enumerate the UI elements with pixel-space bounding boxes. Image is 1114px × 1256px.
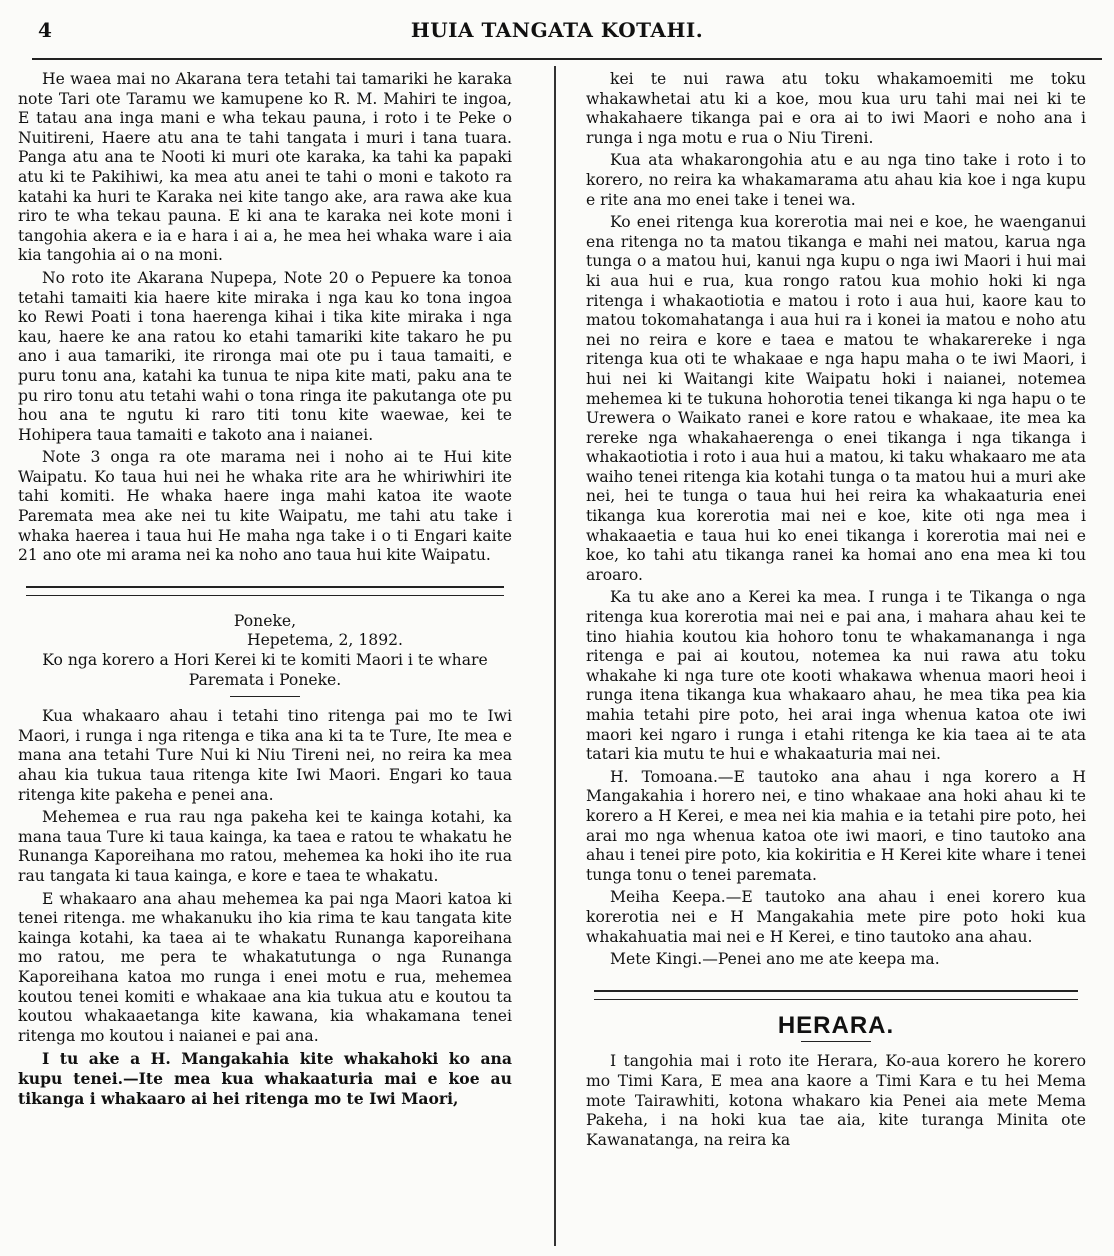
header-rule (32, 58, 1102, 60)
page-number: 4 (38, 18, 52, 42)
article-paragraph: E whakaaro ana ahau mehemea ka pai nga Maori katoa ki tenei ritenga. me whakanuku iho kia rima te kau tangata kite kainga kotahi, ka taea ai te whakatu Runanga kaporeihana mo ratou, me pera te whakatutunga o nga Runanga Kaporeihana katoa mo runga i enei motu e rua, mehemea koutou tenei komiti e whakaae ana kia tukua atu e koutou ta koutou whakaaetanga kite kawana, kia whakamana tenei ritenga mo koutou i naianei e pai ana. (18, 889, 512, 1045)
newspaper-title: HUIA TANGATA KOTAHI. (410, 18, 704, 42)
article-paragraph: No roto ite Akarana Nupepa, Note 20 o Pepuere ka tonoa tetahi tamaiti kia haere kite miraka i nga kau ko tona ingoa ko Rewi Poati i tona haerenga kihai i tika kite miraka i nga kau, haere ke ana ratou ko etahi tamariki kite takaro he pu ano i aua tamariki, ite rironga mai ote pu i taua tamaiti, e puru tonu ana, katahi ka tunua te nipa kite mati, paku ana te pu riro tonu atu tetahi wahi o tona ringa ite pakutanga ote pu hou ana te ngutu ki raro titi tonu kite waewae, kei te Hohipera taua tamaiti e takoto ana i naianei. (18, 268, 512, 444)
dateline-place: Poneke, (233, 611, 297, 630)
article-paragraph: I tu ake a H. Mangakahia kite whakahoki ko ana kupu tenei.—Ite mea kua whakaaturia mai e koe au tikanga i whakaaro ai hei ritenga mo te Iwi Maori, (18, 1049, 512, 1108)
article-paragraph: Mehemea e rua rau nga pakeha kei te kainga kotahi, ka mana taua Ture ki taua kainga, ka taea e ratou te whakatu he Runanga Kaporeihana mo ratou, mehemea ka hoki iho ite rua rau tangata ki taua kainga, e kore e taea te whakatu. (18, 808, 512, 885)
right-column (586, 70, 1086, 1153)
dateline (18, 612, 512, 651)
short-rule (230, 696, 300, 697)
article-paragraph: Kua whakaaro ahau i tetahi tino ritenga pai mo te Iwi Maori, i runga i nga ritenga e tika ana ki ta te Ture, Ite mea e mana ana tetahi Ture Nui ki Niu Tireni nei, no reira ka mea ahau kia tukua taua ritenga kite Iwi Maori. Engari ko taua ritenga kite pakeha e penei ana. (18, 707, 512, 804)
article-paragraph: Kua ata whakarongohia atu e au nga tino take i roto i to korero, no reira ka whakamarama atu ahau kia koe i nga kupu e rite ana mo enei take i tenei wa. (586, 151, 1086, 209)
article-paragraph: Mete Kingi.—Penei ano me ate keepa ma. (610, 950, 940, 969)
article-paragraph: Ko enei ritenga kua korerotia mai nei e koe, he waenganui ena ritenga no ta matou tikanga e mahi nei matou, karua nga tunga o a matou hui, kanui nga kupu o nga iwi Maori i hui mai ki aua hui e rua, kua rongo ratou kua mohio hoki ki nga ritenga i whakaotiotia e matou i roto i aua hui, kaore kau to matou tokomahatanga i aua hui ra i konei ia matou e noho atu nei no reira e kore e taea e matou te whakarereke i nga ritenga kua oti te whakaae e nga hapu maha o te iwi Maori, i hui nei ki Waitangi kite Waipatu hoki i naianei, notemea mehemea ki te tukuna hohorotia tenei tikanga ki nga hapu o te Urewera o Waikato ranei e kore ratou e whakaae, ite mea ka rereke nga whakahaerenga o enei tikanga i nga tikanga i whakaotiotia i roto i aua hui a matou, ki taku whakaaro me ata waiho tenei ritenga kia kotahi tunga o ta matou hui a muri ake nei, hei te tunga o taua hui hei reira ka whakaaturia enei tikanga kua korerotia mai nei e koe, kite oti nga mea i whakaaetia e taua hui ko enei tikanga i korerotia mai nei e koe, ko tahi atu tikanga ranei ka homai ano ena mea ki tou aroaro. (586, 213, 1086, 584)
article-paragraph: He waea mai no Akarana tera tetahi tai tamariki he karaka note Tari ote Taramu we kamupene ko R. M. Mahiri te ingoa, E tatau ana inga mani e wha tekau pauna, i roto i te Peke o Nuitireni, Haere atu ana te tahi tangata i muri i tana tuara. Panga atu ana te Nooti ki muri ote karaka, ka tahi ka papaki atu ki te Pakihiwi, ka mea atu anei te tahi o moni e takoto ra katahi ka huri te Karaka nei kite tango ake, ara rawa ake kua riro te wha tekau pauna. E ki ana te karaka nei kote moni i tangohia akera e ia e hara i ai a, he mea hei whaka ware i aia kia tangohia ai o na moni. (18, 70, 512, 265)
section-title: HERARA. (777, 1011, 895, 1039)
section-divider (594, 990, 1078, 1000)
page-header (0, 0, 1114, 50)
left-column (18, 70, 512, 1111)
article-paragraph: Meiha Keepa.—E tautoko ana ahau i enei korero kua korerotia nei e H Mangakahia mete pire poto hoki kua whakahuatia mai nei e H Kerei, e tino tautoko ana ahau. (586, 888, 1086, 946)
section-divider (26, 586, 504, 596)
short-rule (801, 1041, 871, 1042)
article-paragraph: kei te nui rawa atu toku whakamoemiti me toku whakawhetai atu ki a koe, mou kua uru tahi mai nei ki te whakahaere tikanga pai e ora ai to iwi Maori e noho ana i runga i nga motu e rua o Niu Tireni. (586, 70, 1086, 147)
article-paragraph: Note 3 onga ra ote marama nei i noho ai te Hui kite Waipatu. Ko taua hui nei he whaka rite ara he whiriwhiri ite tahi komiti. He whaka haere inga mahi katoa ite waote Paremata mea ake nei tu kite Waipatu, me tahi atu take i whaka haerea i taua hui He maha nga take i o ti Engari kaite 21 ano ote mi arama nei ka noho ano taua hui kite Waipatu. (18, 448, 512, 565)
article-paragraph: I tangohia mai i roto ite Herara, Ko-aua korero he korero mo Timi Kara, E mea ana kaore a Timi Kara e tu hei Mema mote Tairawhiti, kotona whakaro kia Penei aia mete Mema Pakeha, i na hoki kua tae aia, kite turanga Minita ote Kawanatanga, na reira ka (586, 1052, 1086, 1149)
dateline-date: Hepetema, 2, 1892. (246, 631, 403, 650)
article-paragraph: H. Tomoana.—E tautoko ana ahau i nga korero a H Mangakahia i horero nei, e tino whakaae ana hoki ahau ki te korero a H Kerei, e mea nei kia mahia e ia tetahi pire poto, hei arai mo nga whenua katoa ote iwi maori, e tino tautoko ana ahau i tenei pire poto, kia kokiritia e H Kerei kite whare i tenei tunga tonu o tenei paremata. (586, 767, 1086, 884)
article-paragraph: Ka tu ake ano a Kerei ka mea. I runga i te Tikanga o nga ritenga kua korerotia mai nei e pai ana, i mahara ahau kei te tino hiahia koutou kia hohoro tonu te whakamananga i nga ritenga e pai ai koutou, notemea ka nui rawa atu toku whakahe ki nga ture ote kooti whakawa whenua maori heoi i runga itena tikanga kua whakaaro ahau, he mea tika pea kia mahia tetahi pire poto, hei arai inga whenua katoa ote iwi maori kei ngaro i runga i etahi ritenga ke kia taea ai te ata tatari kia mutu te hui e whakaaturia mai nei. (586, 588, 1086, 764)
article-subject: Ko nga korero a Hori Kerei ki te komiti Maori i te whare Paremata i Poneke. (42, 651, 488, 689)
column-divider (554, 66, 556, 1246)
